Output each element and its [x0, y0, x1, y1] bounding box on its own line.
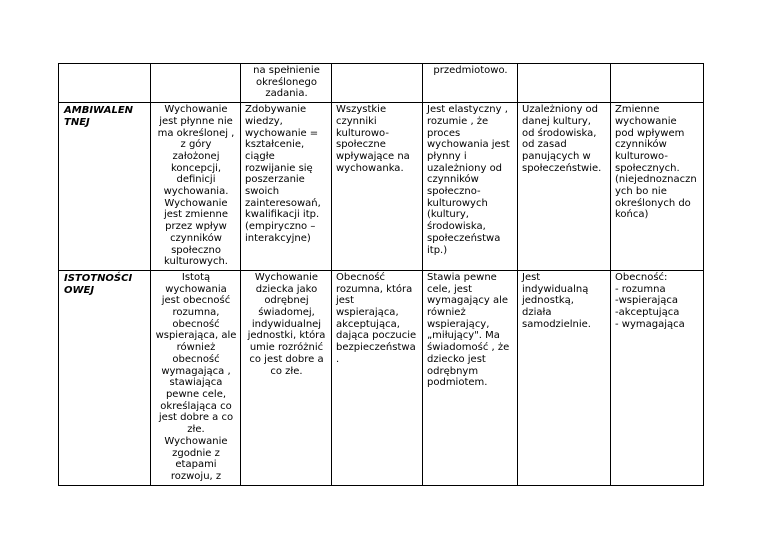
comparison-table — [58, 63, 704, 486]
table-cell — [518, 64, 611, 103]
table-cell: Stawia pewne cele, jest wymagający ale również wspierający, „miłujący". Ma świadomość , że dziecko jest odrębnym podmiotem. — [423, 270, 518, 485]
row-header-cell: ISTOTNOŚCI OWEJ — [59, 270, 151, 485]
table-cell: przedmiotowo. — [423, 64, 518, 103]
table-cell: Jest elastyczny , rozumie , że proces wychowania jest płynny i uzależniony od czynników społeczno- kulturowych (kultury, środowiska, społeczeństwa itp.) — [423, 103, 518, 271]
table-cell: Istotą wychowania jest obecność rozumna, obecność wspierająca, ale również obecność wymagająca , stawiająca pewne cele, określająca co jest dobre a co złe. Wychowanie zgodnie z etapami rozwoju, z — [151, 270, 241, 485]
table-cell — [332, 64, 423, 103]
table-cell: Obecność: - rozumna -wspierająca -akceptująca - wymagająca — [611, 270, 704, 485]
table-cell: Wychowanie dziecka jako odrębnej świadomej, indywidualnej jednostki, która umie rozróżnić co jest dobre a co złe. — [241, 270, 332, 485]
table-cell: Zmienne wychowanie pod wpływem czynników kulturowo- społecznych. (niejednoznaczn ych bo nie określonych do końca) — [611, 103, 704, 271]
table-row — [59, 103, 704, 271]
table-cell — [611, 64, 704, 103]
table-row — [59, 64, 704, 103]
table-cell — [151, 64, 241, 103]
table-cell: Jest indywidualną jednostką, działa samodzielnie. — [518, 270, 611, 485]
table-cell: Uzależniony od danej kultury, od środowiska, od zasad panujących w społeczeństwie. — [518, 103, 611, 271]
table-cell: Wychowanie jest płynne nie ma określonej , z góry założonej koncepcji, definicji wychowania. Wychowanie jest zmienne przez wpływ czynników społeczno kulturowych. — [151, 103, 241, 271]
row-header-cell — [59, 64, 151, 103]
table-cell: Obecność rozumna, która jest wspierająca, akceptująca, dająca poczucie bezpieczeństwa . — [332, 270, 423, 485]
table-cell: na spełnienie określonego zadania. — [241, 64, 332, 103]
row-header-cell: AMBIWALEN TNEJ — [59, 103, 151, 271]
table-row — [59, 270, 704, 485]
table-cell: Zdobywanie wiedzy, wychowanie = kształcenie, ciągłe rozwijanie się poszerzanie swoich zainteresowań, kwalifikacji itp. (empiryczno – interakcyjne) — [241, 103, 332, 271]
table-cell: Wszystkie czynniki kulturowo- społeczne wpływające na wychowanka. — [332, 103, 423, 271]
